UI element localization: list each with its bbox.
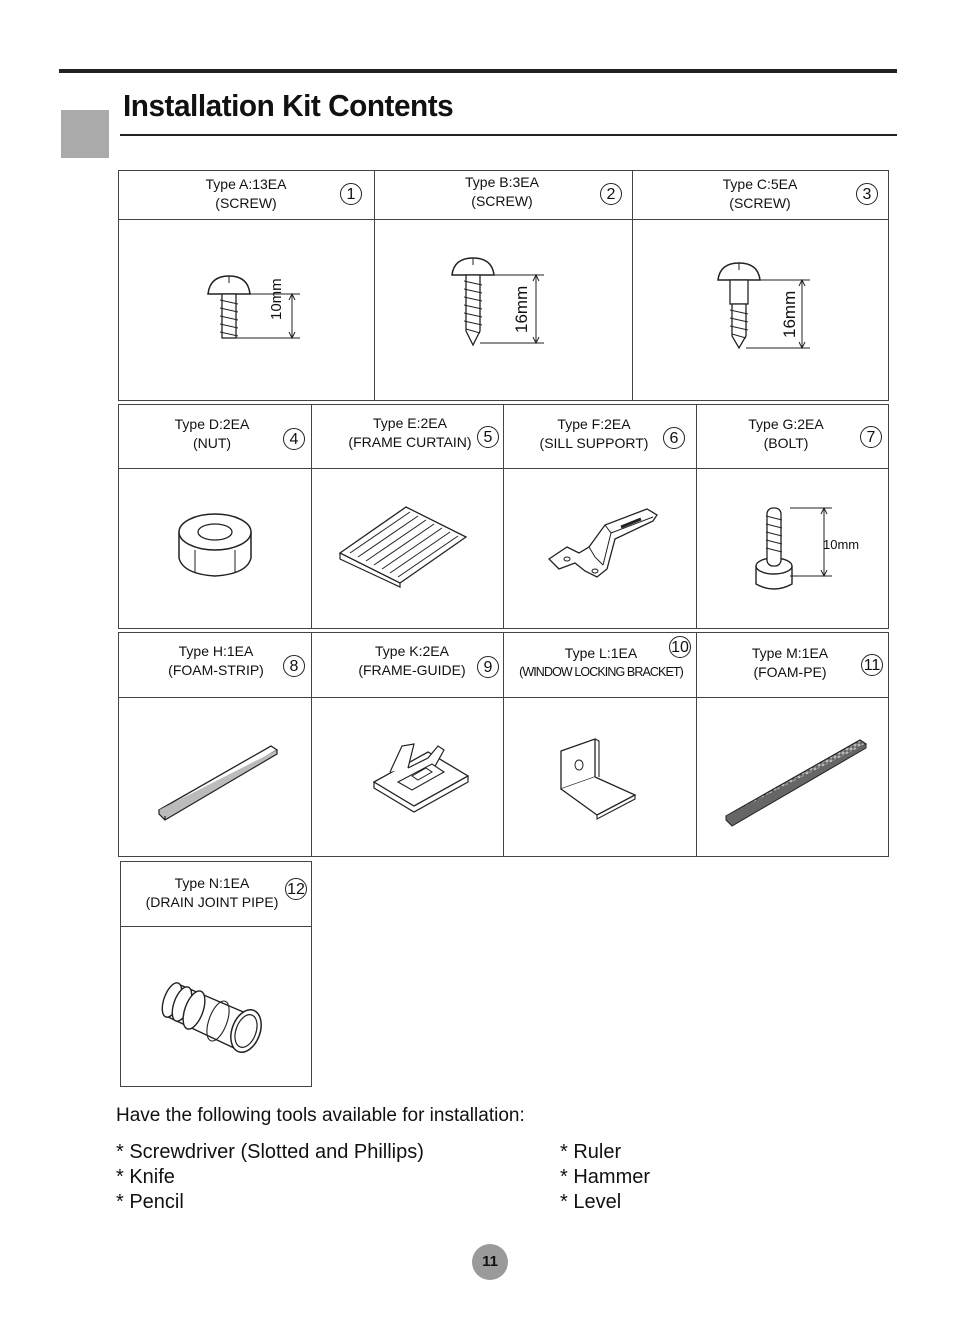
part-n-label: Type N:1EA (DRAIN JOINT PIPE)	[145, 875, 279, 910]
part-m-number: 11	[861, 654, 883, 676]
screw-b-icon	[446, 255, 556, 355]
part-b-label: Type B:3EA (SCREW)	[465, 174, 539, 209]
part-m-label: Type M:1EA (FOAM-PE)	[751, 645, 829, 680]
locking-bracket-icon	[555, 735, 640, 820]
part-d-label: Type D:2EA (NUT)	[174, 416, 250, 451]
tool-item: * Screwdriver (Slotted and Phillips)	[116, 1141, 424, 1163]
part-l-label: Type L:1EA (WINDOW LOCKING BRACKET)	[519, 645, 683, 679]
dimension-a: 10mm	[268, 278, 285, 320]
part-k-number: 9	[477, 656, 499, 678]
dimension-b: 16mm	[512, 285, 531, 333]
part-g-label: Type G:2EA (BOLT)	[748, 416, 824, 451]
part-n-number: 12	[285, 878, 307, 900]
divider	[696, 404, 697, 629]
part-e-label: Type E:2EA (FRAME CURTAIN)	[348, 415, 472, 450]
drain-pipe-icon	[158, 968, 273, 1058]
tool-item: * Hammer	[560, 1166, 651, 1188]
tools-intro: Have the following tools available for installation:	[116, 1105, 525, 1126]
part-a-label: Type A:13EA (SCREW)	[205, 176, 287, 211]
divider	[374, 220, 375, 400]
part-b-number: 2	[600, 183, 622, 205]
nut-icon	[175, 508, 255, 580]
section-marker	[61, 110, 109, 158]
part-c-label: Type C:5EA (SCREW)	[722, 176, 798, 211]
page-number: 11	[472, 1244, 508, 1280]
foam-strip-icon	[155, 740, 280, 825]
dimension-g: 10mm	[823, 537, 860, 552]
divider	[311, 404, 312, 629]
part-l-number: 10	[669, 636, 691, 658]
tool-item: * Knife	[116, 1166, 175, 1188]
page-title: Installation Kit Contents	[123, 88, 454, 123]
screw-c-icon	[712, 260, 822, 355]
divider	[696, 632, 697, 857]
part-k-label: Type K:2EA (FRAME-GUIDE)	[358, 643, 466, 678]
tool-item: * Ruler	[560, 1141, 622, 1163]
part-h-label: Type H:1EA (FOAM-STRIP)	[168, 643, 264, 678]
part-a-number: 1	[340, 183, 362, 205]
divider	[120, 926, 312, 927]
part-h-number: 8	[283, 655, 305, 677]
title-underline	[120, 134, 897, 136]
part-c-number: 3	[856, 183, 878, 205]
foam-pe-icon	[722, 736, 872, 831]
part-d-number: 4	[283, 428, 305, 450]
tool-item: * Level	[560, 1191, 622, 1213]
frame-guide-icon	[368, 738, 473, 820]
frame-curtain-icon	[336, 503, 471, 588]
part-f-number: 6	[663, 427, 685, 449]
dimension-c: 16mm	[780, 290, 799, 338]
divider	[503, 632, 504, 857]
part-e-number: 5	[477, 426, 499, 448]
tool-item: * Pencil	[116, 1191, 184, 1213]
part-f-label: Type F:2EA (SILL SUPPORT)	[539, 416, 649, 451]
part-g-number: 7	[860, 426, 882, 448]
divider	[311, 632, 312, 857]
divider	[632, 220, 633, 400]
sill-support-icon	[545, 505, 660, 585]
top-rule	[59, 69, 897, 73]
screw-a-icon	[200, 270, 310, 350]
divider	[503, 404, 504, 629]
